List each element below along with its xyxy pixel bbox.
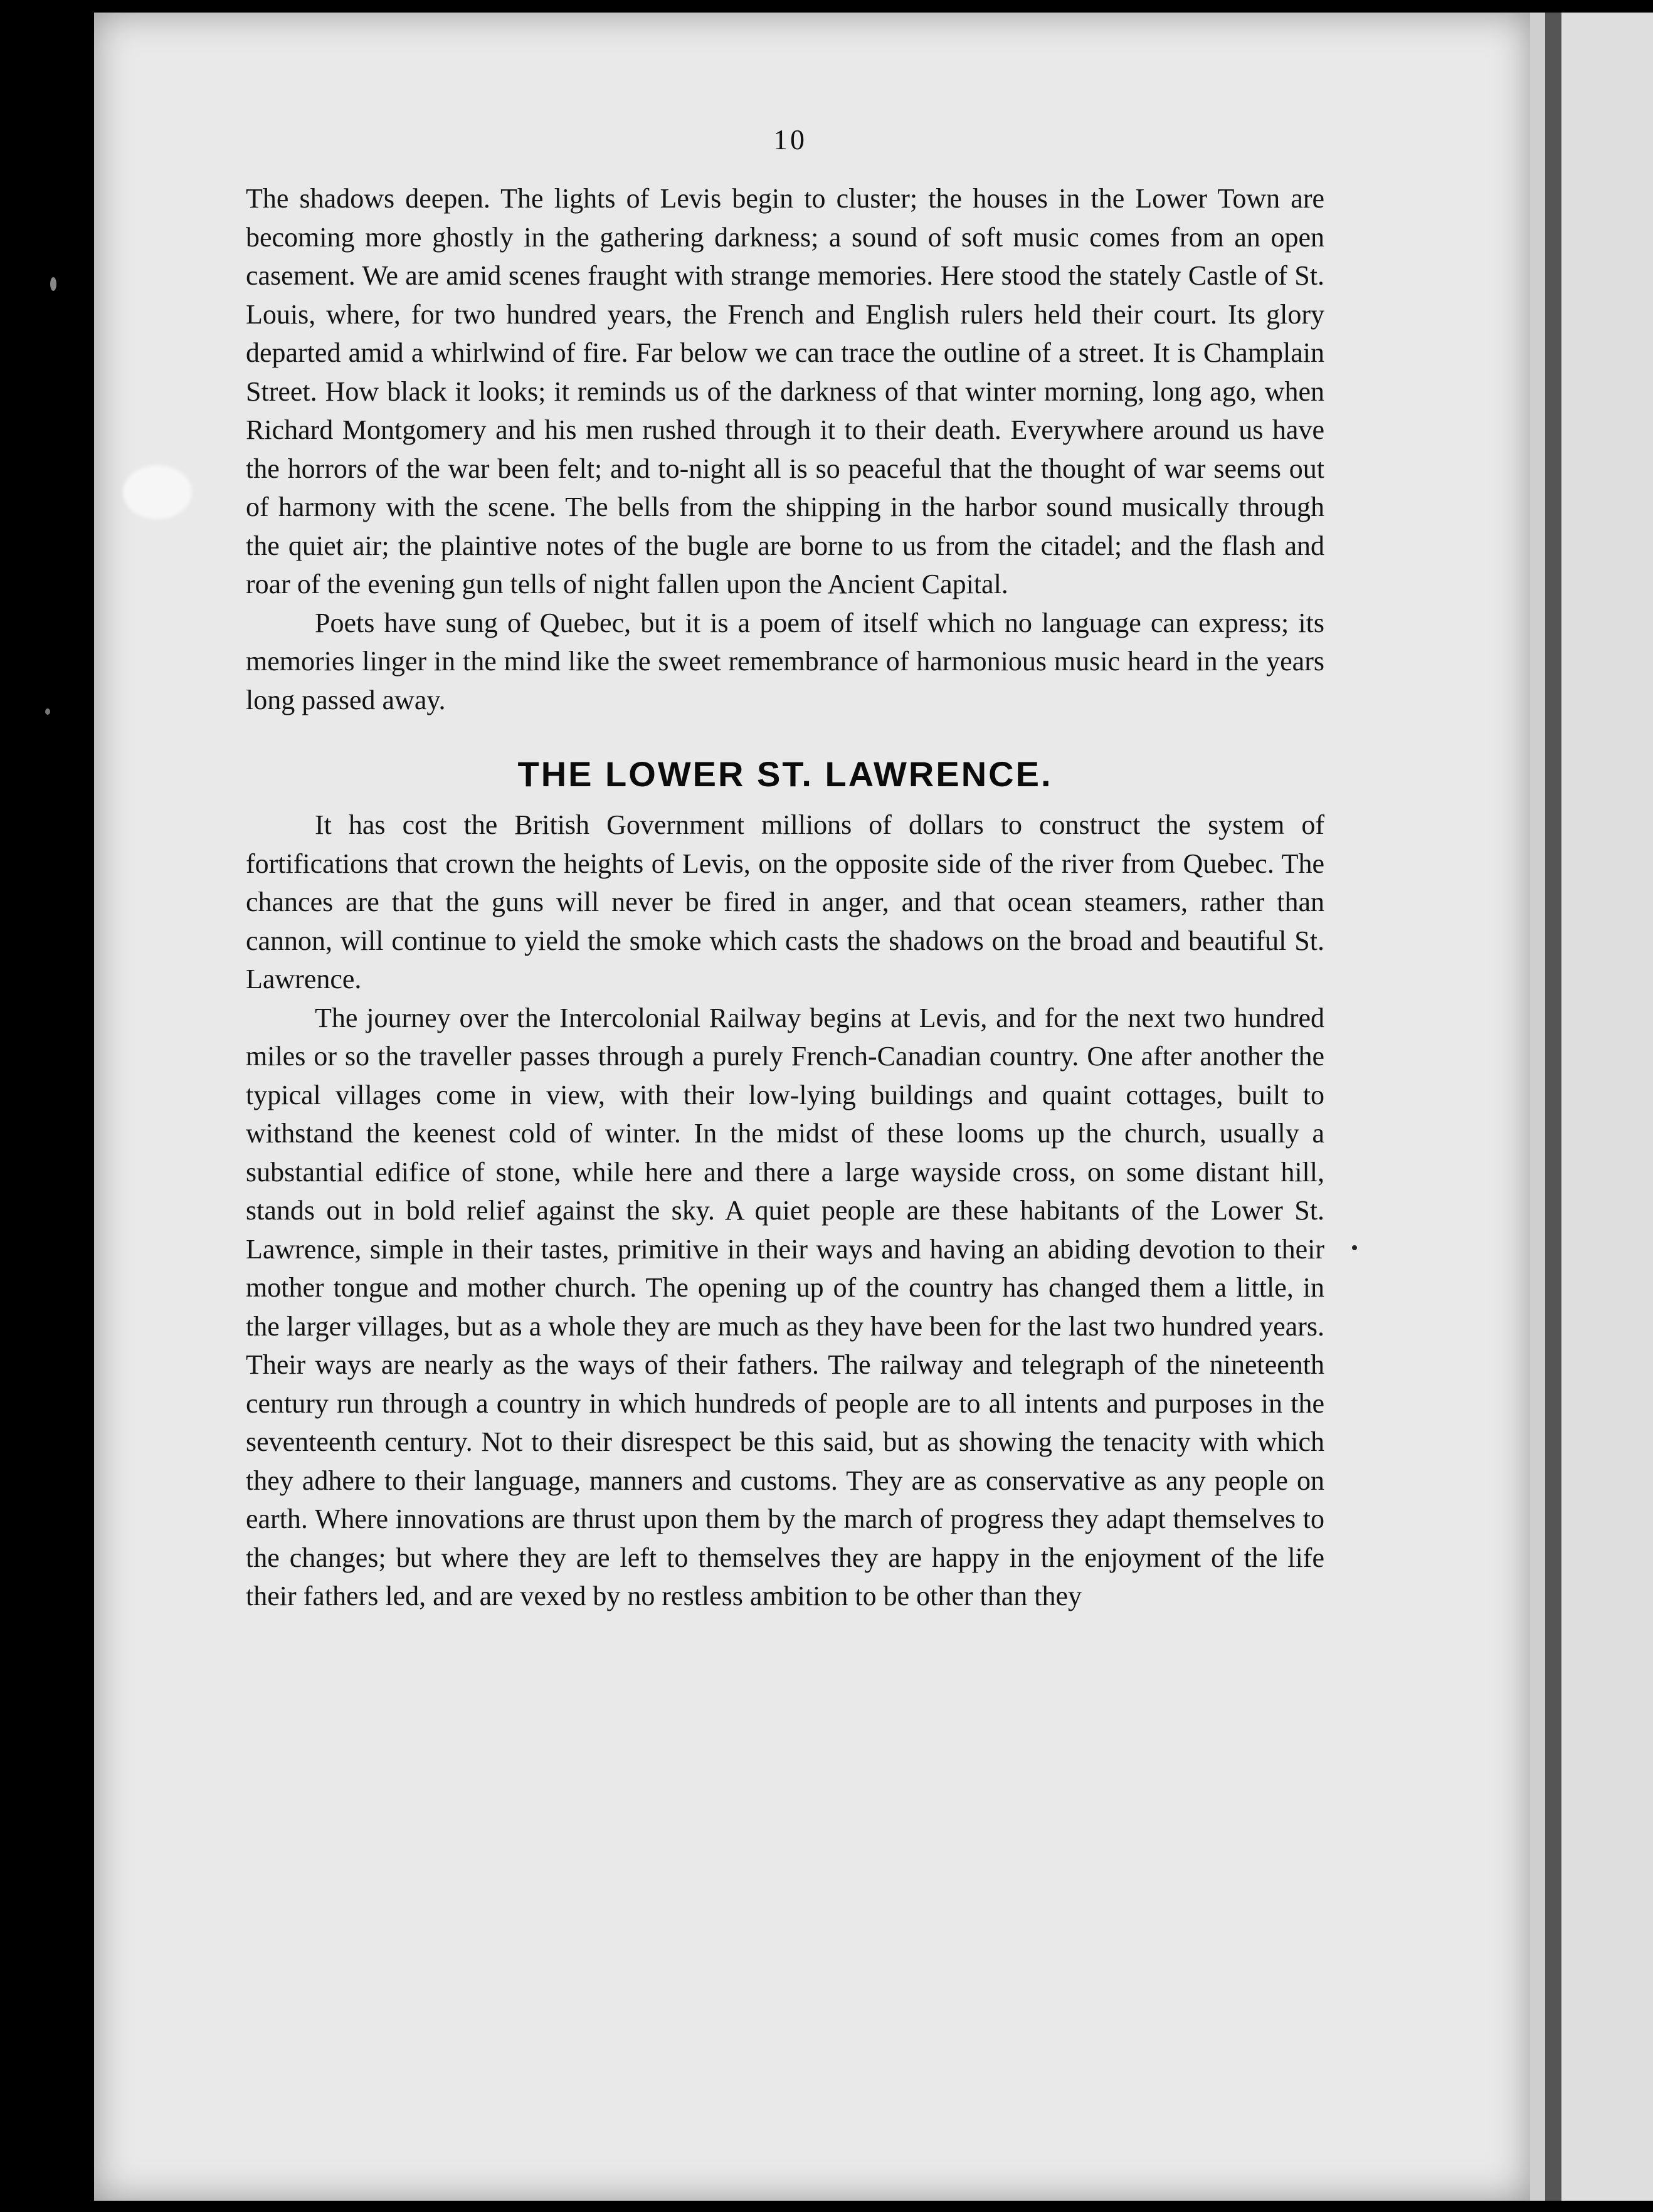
page-number: 10 bbox=[773, 124, 807, 155]
page-body bbox=[246, 179, 1324, 1616]
paper-blemish bbox=[123, 465, 192, 519]
section-paragraph-1: It has cost the British Government millions of dollars to construct the system of fortifications that crown the heights of Levis, on the opposite side of the river from Quebec. The chances are that the guns will never be fired in anger, and that ocean steamers, rather than cannon, will continue to yield the smoke which casts the shadows on the broad and beautiful St. Lawrence. bbox=[246, 809, 1324, 994]
section-paragraph-2: The journey over the Intercolonial Railway begins at Levis, and for the next two hundred miles or so the traveller passes through a purely French-Canadian country. One after another the typical villages come in view, with their low-lying buildings and quaint cottages, built to withstand the keenest cold of winter. In the midst of these looms up the church, usually a substantial edifice of stone, while here and there a large wayside cross, on some distant hill, stands out in bold relief against the sky. A quiet people are these habitants of the Lower St. Lawrence, simple in their tastes, primitive in their ways and having an abiding devotion to their mother tongue and mother church. The opening up of the country has changed them a little, in the larger villages, but as a whole they are much as they have been for the last two hundred years. Their ways are nearly as the ways of their fathers. The railway and telegraph of the nineteenth century run through a country in which hundreds of people are to all intents and purposes in the seventeenth century. Not to their disrespect be this said, but as showing the tenacity with which they adhere to their language, manners and customs. They are as conservative as any people on earth. Where innovations are thrust upon them by the march of progress they adapt themselves to the changes; but where they are left to themselves they are happy in the enjoyment of the life their fathers led, and are vexed by no restless ambition to be other than they bbox=[246, 1002, 1324, 1611]
book-spine bbox=[1545, 13, 1561, 2201]
intro-paragraph-2: Poets have sung of Quebec, but it is a poem of itself which no language can express; its memories linger in the mind like the sweet remembrance of harmonious music heard in the years long passed away. bbox=[246, 607, 1324, 715]
ink-speck bbox=[50, 277, 56, 291]
section-heading: THE LOWER ST. LAWRENCE. bbox=[517, 754, 1053, 794]
ink-speck bbox=[45, 708, 50, 715]
ink-speck bbox=[1352, 1245, 1357, 1250]
facing-page-edge bbox=[1561, 13, 1653, 2201]
intro-paragraph-1: The shadows deepen. The lights of Levis begin to cluster; the houses in the Lower Town are becoming more ghostly in the gathering darkness; a sound of soft music comes from an open casement. We are amid scenes fraught with strange memories. Here stood the stately Castle of St. Louis, where, for two hundred years, the French and English rulers held their court. Its glory departed amid a whirlwind of fire. Far below we can trace the outline of a street. It is Champlain Street. How black it looks; it reminds us of the darkness of that winter morning, long ago, when Richard Montgomery and his men rushed through it to their death. Everywhere around us have the horrors of the war been felt; and to-night all is so peaceful that the thought of war seems out of harmony with the scene. The bells from the shipping in the harbor sound musically through the quiet air; the plaintive notes of the bugle are borne to us from the citadel; and the flash and roar of the evening gun tells of night fallen upon the Ancient Capital. bbox=[246, 183, 1324, 599]
page-gutter-edge bbox=[1530, 13, 1545, 2201]
